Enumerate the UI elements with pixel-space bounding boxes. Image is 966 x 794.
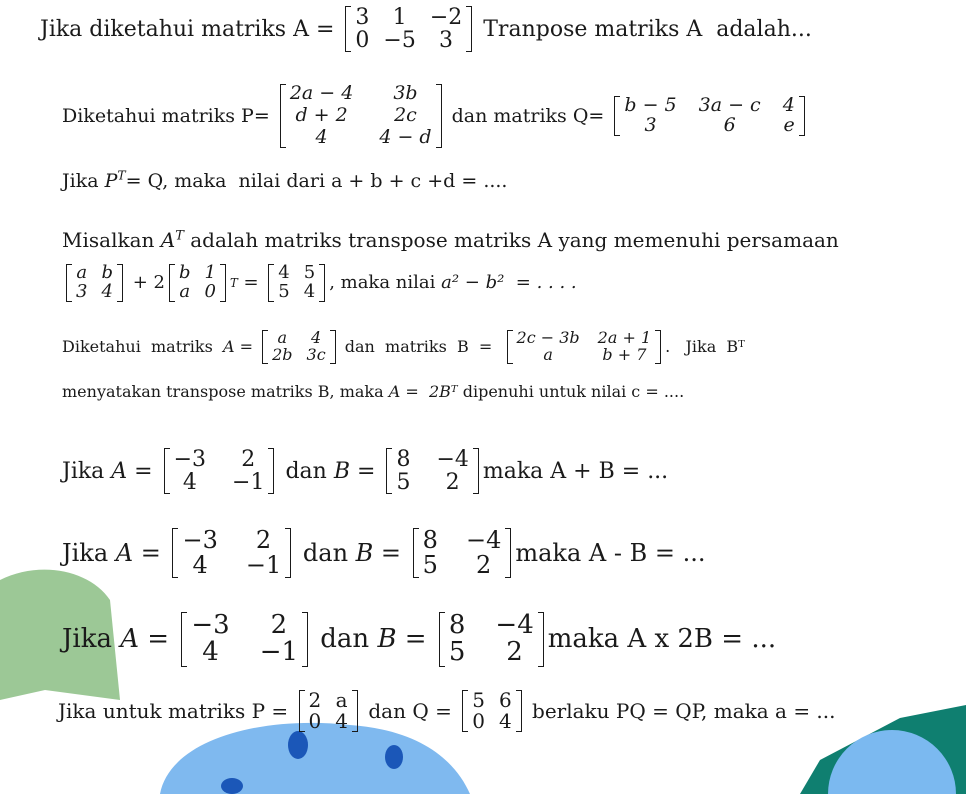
matrix-A: −3 2 4 −1 <box>172 528 291 578</box>
matrix-A: −3 2 4 −1 <box>181 612 308 667</box>
question-p-q-line2: Jika $P^T$ = Q, maka nilai dari a + b + c +d = .... <box>62 168 508 192</box>
matrix-P: 2a − 4 3b d + 2 2c 4 4 − d <box>280 84 442 148</box>
blue-dot <box>221 778 243 794</box>
q1-prefix: Jika diketahui matriks A = <box>40 16 342 42</box>
question-a-plus-b: Jika A = −3 2 4 −1 dan B = 8 −4 5 2 maka A + B = ... <box>62 447 669 496</box>
question-a-2bt: Diketahui matriks A = a 4 2b 3c dan matriks B = 2c − 3b 2a + 1 a b + 7 . Jika Bᵀ <box>62 328 745 364</box>
matrix-A: 3 1 −2 0 −5 3 <box>345 6 472 52</box>
question-p-q <box>62 84 809 148</box>
expr: a² − b² = . . . . <box>441 272 577 294</box>
matrix-B: 8 −4 5 2 <box>413 528 512 578</box>
matrix-m1: a b 3 4 <box>66 264 123 302</box>
matrix-B: 8 −4 5 2 <box>386 448 478 494</box>
question-transpose <box>40 6 812 52</box>
blue-dot <box>288 731 308 759</box>
a-transpose: $A^T$ <box>160 228 184 252</box>
q2-mid: dan matriks Q= <box>445 104 611 127</box>
matrix-m3: 4 5 5 4 <box>268 264 325 302</box>
q1-suffix: Tranpose matriks A adalah... <box>476 16 812 42</box>
question-a-minus-b: Jika A = −3 2 4 −1 dan B = 8 −4 5 2 maka A - B = ... <box>62 526 706 580</box>
matrix-Q-q8: 5 6 0 4 <box>462 690 521 732</box>
matrix-B: 8 −4 5 2 <box>439 612 544 667</box>
p-transpose: $P^T$ <box>104 168 126 192</box>
blue-dot <box>385 745 403 769</box>
blue-blob-shape <box>160 723 470 794</box>
matrix-m2: b 1 a 0 <box>169 264 226 302</box>
q2-prefix: Diketahui matriks P= <box>62 104 276 127</box>
matrix-B-q4: 2c − 3b 2a + 1 a b + 7 <box>507 330 662 364</box>
matrix-Q: b − 5 3a − c 4 3 6 e <box>614 96 804 136</box>
matrix-A: −3 2 4 −1 <box>164 448 275 494</box>
question-misalkan-line2: a b 3 4 + 2 b 1 a 0 T = 4 5 5 4 , maka nilai a² − b² = . . . . <box>62 264 577 302</box>
question-a-2bt-line2: menyatakan transpose matriks B, maka A = 2Bᵀ dipenuhi untuk nilai c = .... <box>62 382 685 401</box>
question-a-times-2b: Jika A = −3 2 4 −1 dan B = 8 −4 5 2 maka A x 2B = ... <box>62 610 777 668</box>
question-pq-qp: Jika untuk matriks P = 2 a 0 4 dan Q = 5 6 0 4 berlaku PQ = QP, maka a = ... <box>58 688 836 733</box>
matrix-A-q4: a 4 2b 3c <box>262 330 336 364</box>
question-misalkan: Misalkan $A^T$ adalah matriks transpose matriks A yang memenuhi persamaan <box>62 228 839 252</box>
matrix-P-q8: 2 a 0 4 <box>299 690 358 732</box>
